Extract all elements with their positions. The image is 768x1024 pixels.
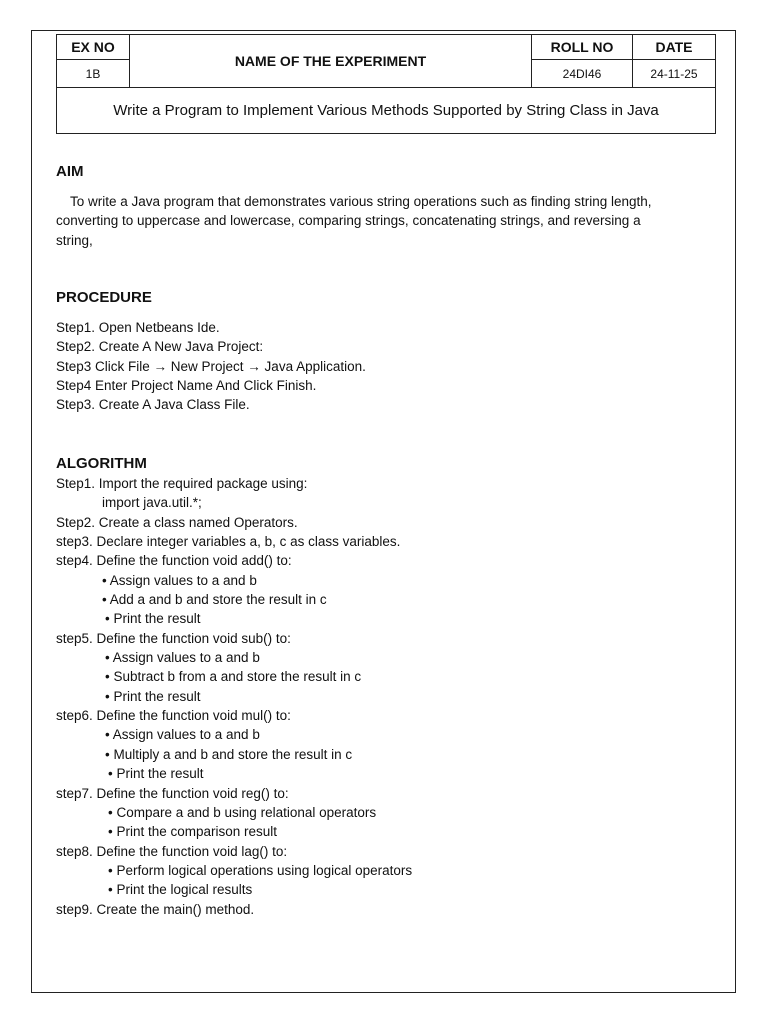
ex-no-label: EX NO xyxy=(57,35,130,60)
roll-no-label: ROLL NO xyxy=(532,35,633,60)
algorithm-line: step8. Define the function void lag() to: xyxy=(56,843,288,859)
algorithm-line: step5. Define the function void sub() to: xyxy=(56,630,291,646)
algorithm-bullet: • Print the result xyxy=(105,688,201,704)
algorithm-line: import java.util.*; xyxy=(102,495,202,511)
algorithm-line: Step2. Create a class named Operators. xyxy=(56,514,298,530)
algorithm-bullet: • Print the comparison result xyxy=(108,824,278,840)
algorithm-bullet: • Add a and b and store the result in c xyxy=(102,592,327,608)
algorithm-line: step6. Define the function void mul() to: xyxy=(56,708,291,724)
experiment-title: Write a Program to Implement Various Methods Supported by String Class in Java xyxy=(57,88,716,134)
algorithm-heading: ALGORITHM xyxy=(56,455,147,472)
algorithm-line: step4. Define the function void add() to: xyxy=(56,553,292,569)
procedure-step: Step1. Open Netbeans Ide. xyxy=(56,320,220,335)
algorithm-line: step3. Declare integer variables a, b, c as class variables. xyxy=(56,534,401,550)
experiment-name-label: NAME OF THE EXPERIMENT xyxy=(130,35,532,88)
date-value: 24-11-25 xyxy=(633,60,716,88)
procedure-step: Step2. Create A New Java Project: xyxy=(56,339,264,355)
experiment-header-table xyxy=(56,34,716,134)
ex-no-value: 1B xyxy=(57,60,130,88)
algorithm-steps xyxy=(56,474,412,919)
algorithm-bullet: • Perform logical operations using logical operators xyxy=(108,862,413,878)
algorithm-line: Step1. Import the required package using: xyxy=(56,476,308,491)
aim-heading: AIM xyxy=(56,163,84,180)
algorithm-bullet: • Compare a and b using relational operators xyxy=(108,804,377,820)
procedure-heading: PROCEDURE xyxy=(56,289,152,306)
algorithm-bullet: • Print the result xyxy=(105,611,201,627)
procedure-step: Step3 Click File → New Project → Java Application. xyxy=(56,358,366,374)
algorithm-bullet: • Assign values to a and b xyxy=(102,572,257,588)
algorithm-line: step7. Define the function void reg() to: xyxy=(56,785,289,801)
algorithm-bullet: • Multiply a and b and store the result in c xyxy=(105,746,353,762)
procedure-step: Step3. Create A Java Class File. xyxy=(56,397,250,413)
roll-no-value: 24DI46 xyxy=(532,60,633,88)
algorithm-bullet: • Assign values to a and b xyxy=(105,650,260,666)
procedure-steps xyxy=(56,318,366,415)
algorithm-bullet: • Print the result xyxy=(108,766,204,782)
algorithm-bullet: • Assign values to a and b xyxy=(105,727,260,743)
aim-text: To write a Java program that demonstrates various string operations such as finding string length, converting to uppercase and lowercase, comparing strings, concatenating strings, and reversing a string, xyxy=(56,194,652,248)
algorithm-bullet: • Print the logical results xyxy=(108,882,253,898)
procedure-step: Step4 Enter Project Name And Click Finish. xyxy=(56,378,317,394)
algorithm-bullet: • Subtract b from a and store the result in c xyxy=(105,669,362,685)
date-label: DATE xyxy=(633,35,716,60)
algorithm-line: step9. Create the main() method. xyxy=(56,901,255,917)
